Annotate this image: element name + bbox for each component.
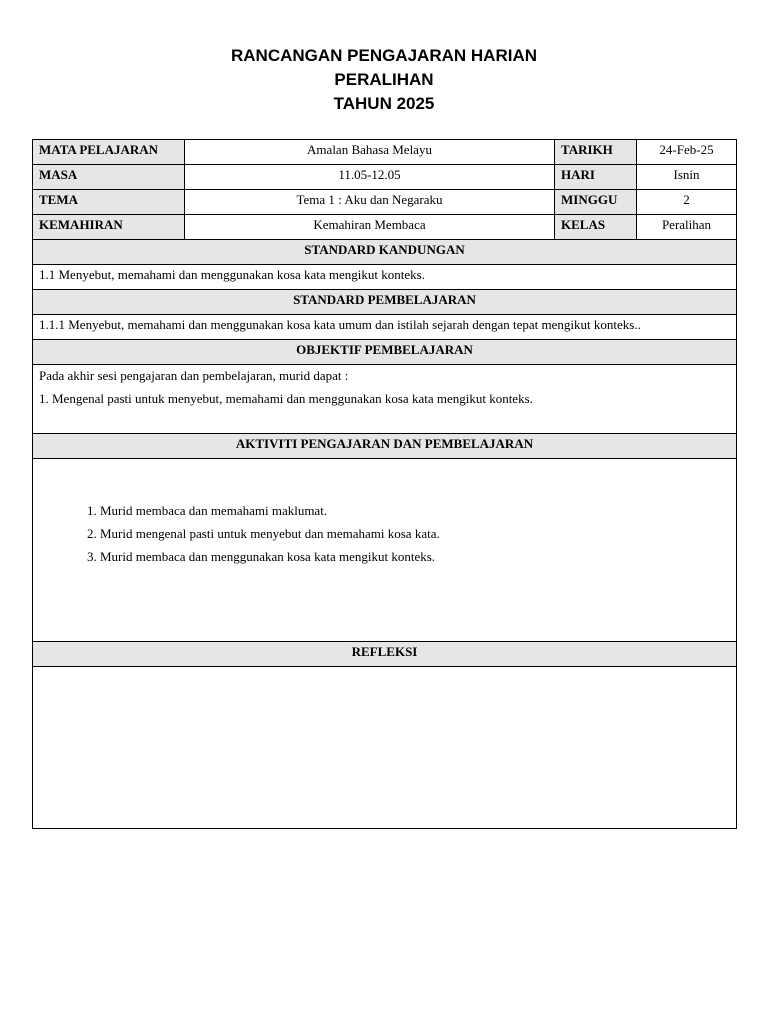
objektif-item: 1. Mengenal pasti untuk menyebut, memahami dan menggunakan kosa kata mengikut konteks. bbox=[39, 391, 533, 406]
row-objektif-body bbox=[33, 365, 737, 434]
kelas-label: KELAS bbox=[555, 215, 637, 240]
row-refleksi-heading bbox=[33, 642, 737, 667]
title-line-2: PERALIHAN bbox=[334, 70, 434, 89]
standard-kandungan-text: 1.1 Menyebut, memahami dan menggunakan kosa kata mengikut konteks. bbox=[33, 265, 737, 290]
row-standard-pembelajaran-text bbox=[33, 315, 737, 340]
row-objektif-heading bbox=[33, 340, 737, 365]
row-aktiviti-heading bbox=[33, 434, 737, 459]
row-standard-kandungan-heading bbox=[33, 240, 737, 265]
lesson-plan-table bbox=[32, 139, 737, 829]
row-mata-pelajaran bbox=[33, 140, 737, 165]
refleksi-body[interactable] bbox=[33, 667, 737, 829]
minggu-label: MINGGU bbox=[555, 190, 637, 215]
row-kemahiran bbox=[33, 215, 737, 240]
standard-kandungan-heading: STANDARD KANDUNGAN bbox=[33, 240, 737, 265]
aktiviti-body bbox=[33, 459, 737, 642]
title-line-1: RANCANGAN PENGAJARAN HARIAN bbox=[230, 46, 537, 65]
row-standard-kandungan-text bbox=[33, 265, 737, 290]
tarikh-label: TARIKH bbox=[555, 140, 637, 165]
mata-pelajaran-value: Amalan Bahasa Melayu bbox=[185, 140, 555, 165]
hari-value: Isnin bbox=[637, 165, 737, 190]
refleksi-heading: REFLEKSI bbox=[33, 642, 737, 667]
row-standard-pembelajaran-heading bbox=[33, 290, 737, 315]
row-aktiviti-body bbox=[33, 459, 737, 642]
objektif-body bbox=[33, 365, 737, 434]
aktiviti-list bbox=[87, 503, 768, 565]
aktiviti-item: 1. Murid membaca dan memahami maklumat. bbox=[87, 503, 328, 518]
tarikh-value: 24-Feb-25 bbox=[637, 140, 737, 165]
standard-pembelajaran-heading: STANDARD PEMBELAJARAN bbox=[33, 290, 737, 315]
row-tema bbox=[33, 190, 737, 215]
objektif-intro: Pada akhir sesi pengajaran dan pembelajaran, murid dapat : bbox=[39, 368, 349, 383]
aktiviti-item: 2. Murid mengenal pasti untuk menyebut dan memahami kosa kata. bbox=[87, 526, 440, 541]
masa-value: 11.05-12.05 bbox=[185, 165, 555, 190]
hari-label: HARI bbox=[555, 165, 637, 190]
aktiviti-heading: AKTIVITI PENGAJARAN DAN PEMBELAJARAN bbox=[33, 434, 737, 459]
document-title bbox=[0, 44, 768, 116]
aktiviti-item: 3. Murid membaca dan menggunakan kosa kata mengikut konteks. bbox=[87, 549, 436, 564]
kemahiran-label: KEMAHIRAN bbox=[33, 215, 185, 240]
mata-pelajaran-label: MATA PELAJARAN bbox=[33, 140, 185, 165]
masa-label: MASA bbox=[33, 165, 185, 190]
objektif-heading: OBJEKTIF PEMBELAJARAN bbox=[33, 340, 737, 365]
minggu-value: 2 bbox=[637, 190, 737, 215]
kemahiran-value: Kemahiran Membaca bbox=[185, 215, 555, 240]
standard-pembelajaran-text: 1.1.1 Menyebut, memahami dan menggunakan kosa kata umum dan istilah sejarah dengan tepat mengikut konteks.. bbox=[33, 315, 737, 340]
kelas-value: Peralihan bbox=[637, 215, 737, 240]
title-line-3: TAHUN 2025 bbox=[333, 94, 435, 113]
tema-value: Tema 1 : Aku dan Negaraku bbox=[185, 190, 555, 215]
row-masa bbox=[33, 165, 737, 190]
row-refleksi-body bbox=[33, 667, 737, 829]
tema-label: TEMA bbox=[33, 190, 185, 215]
